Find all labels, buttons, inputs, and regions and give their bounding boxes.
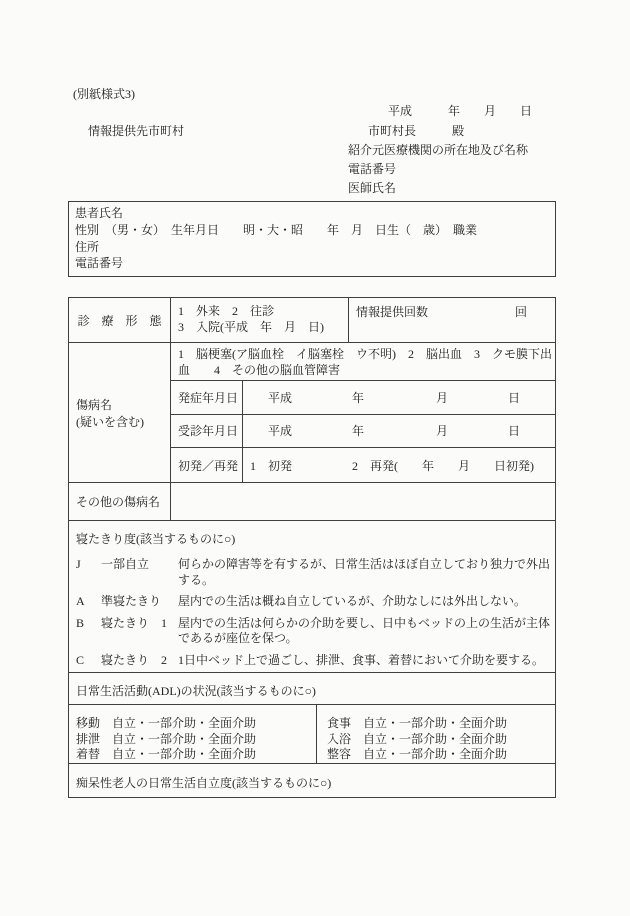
adl-item-bathing: 入浴 自立・一部介助・全面介助 bbox=[327, 731, 508, 746]
adl-item-dressing: 着替 自立・一部介助・全面介助 bbox=[76, 747, 257, 761]
care-information-table bbox=[68, 297, 556, 798]
bedridden-item-A bbox=[76, 594, 548, 610]
other-disease-value-area bbox=[171, 483, 555, 520]
disease-type-line2: 血 4 その他の脳血管障害 bbox=[178, 362, 341, 377]
treatment-form-row bbox=[69, 298, 555, 343]
treatment-form-options bbox=[171, 298, 349, 342]
bedridden-item-desc: 屋内での生活は概ね自立しているが、介助なしには外出しない。 bbox=[178, 594, 527, 608]
bedridden-item-B bbox=[76, 615, 551, 647]
bedridden-degree-section bbox=[69, 521, 555, 673]
patient-phone-label: 電話番号 bbox=[75, 256, 124, 271]
bedridden-item-name: 一部自立 bbox=[101, 557, 150, 571]
bedridden-section-title: 寝たきり度(該当するものに○) bbox=[76, 532, 236, 546]
bedridden-item-desc: 1日中ベッド上で過ごし、排泄、食事、着替において介助を要する。 bbox=[178, 652, 545, 667]
recurrence-value: 1 初発 2 再発( 年 月 日初発) bbox=[250, 458, 534, 473]
form-number-label: (別紙様式3) bbox=[73, 87, 135, 101]
bedridden-item-desc: 屋内での生活は何らかの介助を要し、日中もベッドの上の生活が主体であるが座位を保つ。 bbox=[178, 615, 551, 645]
bedridden-item-name: 準寝たきり bbox=[101, 594, 162, 608]
dementia-section-title: 痴呆性老人の日常生活自立度(該当するものに○) bbox=[76, 776, 332, 790]
bedridden-item-J bbox=[76, 557, 551, 588]
bedridden-item-name: 寝たきり 2 bbox=[101, 652, 168, 667]
info-count-label: 情報提供回数 bbox=[356, 305, 429, 319]
bedridden-item-code: J bbox=[76, 557, 81, 571]
adl-item-mobility: 移動 自立・一部介助・全面介助 bbox=[76, 716, 257, 730]
date-line: 平成 年 月 日 bbox=[388, 104, 533, 118]
disease-type-options bbox=[171, 343, 555, 381]
onset-date-row bbox=[171, 381, 555, 415]
adl-item-excretion: 排泄 自立・一部介助・全面介助 bbox=[76, 731, 257, 746]
disease-type-line1: 1 脳梗塞(ア脳血栓 イ脳塞栓 ウ不明) 2 脳出血 3 クモ膜下出 bbox=[178, 347, 552, 361]
referrer-address-label: 紹介元医療機関の所在地及び名称 bbox=[348, 143, 529, 157]
recurrence-row bbox=[171, 448, 555, 482]
treatment-option-line1: 1 外来 2 往診 bbox=[178, 304, 275, 318]
adl-item-eating: 食事 自立・一部介助・全面介助 bbox=[327, 716, 508, 730]
recipient-municipality-label: 情報提供先市町村 bbox=[88, 124, 185, 138]
onset-date-value: 平成 年 月 日 bbox=[268, 390, 521, 405]
doctor-name-label: 医師氏名 bbox=[348, 181, 397, 195]
bedridden-item-code: C bbox=[76, 652, 85, 667]
other-disease-label: その他の傷病名 bbox=[69, 483, 171, 520]
patient-address-label: 住所 bbox=[75, 239, 100, 254]
first-visit-date-label: 受診年月日 bbox=[171, 415, 243, 448]
bedridden-item-name: 寝たきり 1 bbox=[101, 615, 168, 630]
treatment-form-label: 診 療 形 態 bbox=[69, 298, 171, 342]
header-phone-label: 電話番号 bbox=[348, 162, 397, 176]
bedridden-item-C bbox=[76, 653, 548, 669]
bedridden-item-code: B bbox=[76, 615, 85, 630]
mayor-honorific-line: 市町村長 殿 bbox=[368, 124, 465, 138]
patient-name-label: 患者氏名 bbox=[75, 206, 124, 220]
recurrence-label: 初発／再発 bbox=[171, 448, 243, 482]
adl-right-column bbox=[317, 705, 555, 763]
adl-section-title: 日常生活活動(ADL)の状況(該当するものに○) bbox=[76, 684, 316, 698]
disease-name-label: 傷病名 (疑いを含む) bbox=[69, 343, 171, 482]
disease-name-block bbox=[69, 343, 555, 483]
bedridden-item-desc: 何らかの障害等を有するが、日常生活はほぼ自立しており独力で外出する。 bbox=[178, 557, 551, 587]
first-visit-date-value: 平成 年 月 日 bbox=[268, 424, 521, 439]
adl-options-row bbox=[69, 705, 555, 764]
dementia-title-row bbox=[69, 764, 555, 797]
onset-date-label: 発症年月日 bbox=[171, 381, 243, 414]
first-visit-date-row bbox=[171, 415, 555, 449]
adl-item-grooming: 整容 自立・一部介助・全面介助 bbox=[327, 747, 508, 761]
other-disease-row bbox=[69, 483, 555, 521]
info-count-unit: 回 bbox=[514, 305, 527, 319]
treatment-option-line2: 3 入院(平成 年 月 日) bbox=[178, 320, 324, 334]
patient-info-box bbox=[68, 201, 556, 277]
adl-left-column bbox=[69, 705, 317, 763]
adl-title-row bbox=[69, 673, 555, 705]
info-count-cell bbox=[349, 298, 555, 342]
bedridden-item-code: A bbox=[76, 594, 85, 608]
patient-demographics-line: 性別 （男・女） 生年月日 明・大・昭 年 月 日生（ 歳） 職業 bbox=[75, 222, 478, 237]
